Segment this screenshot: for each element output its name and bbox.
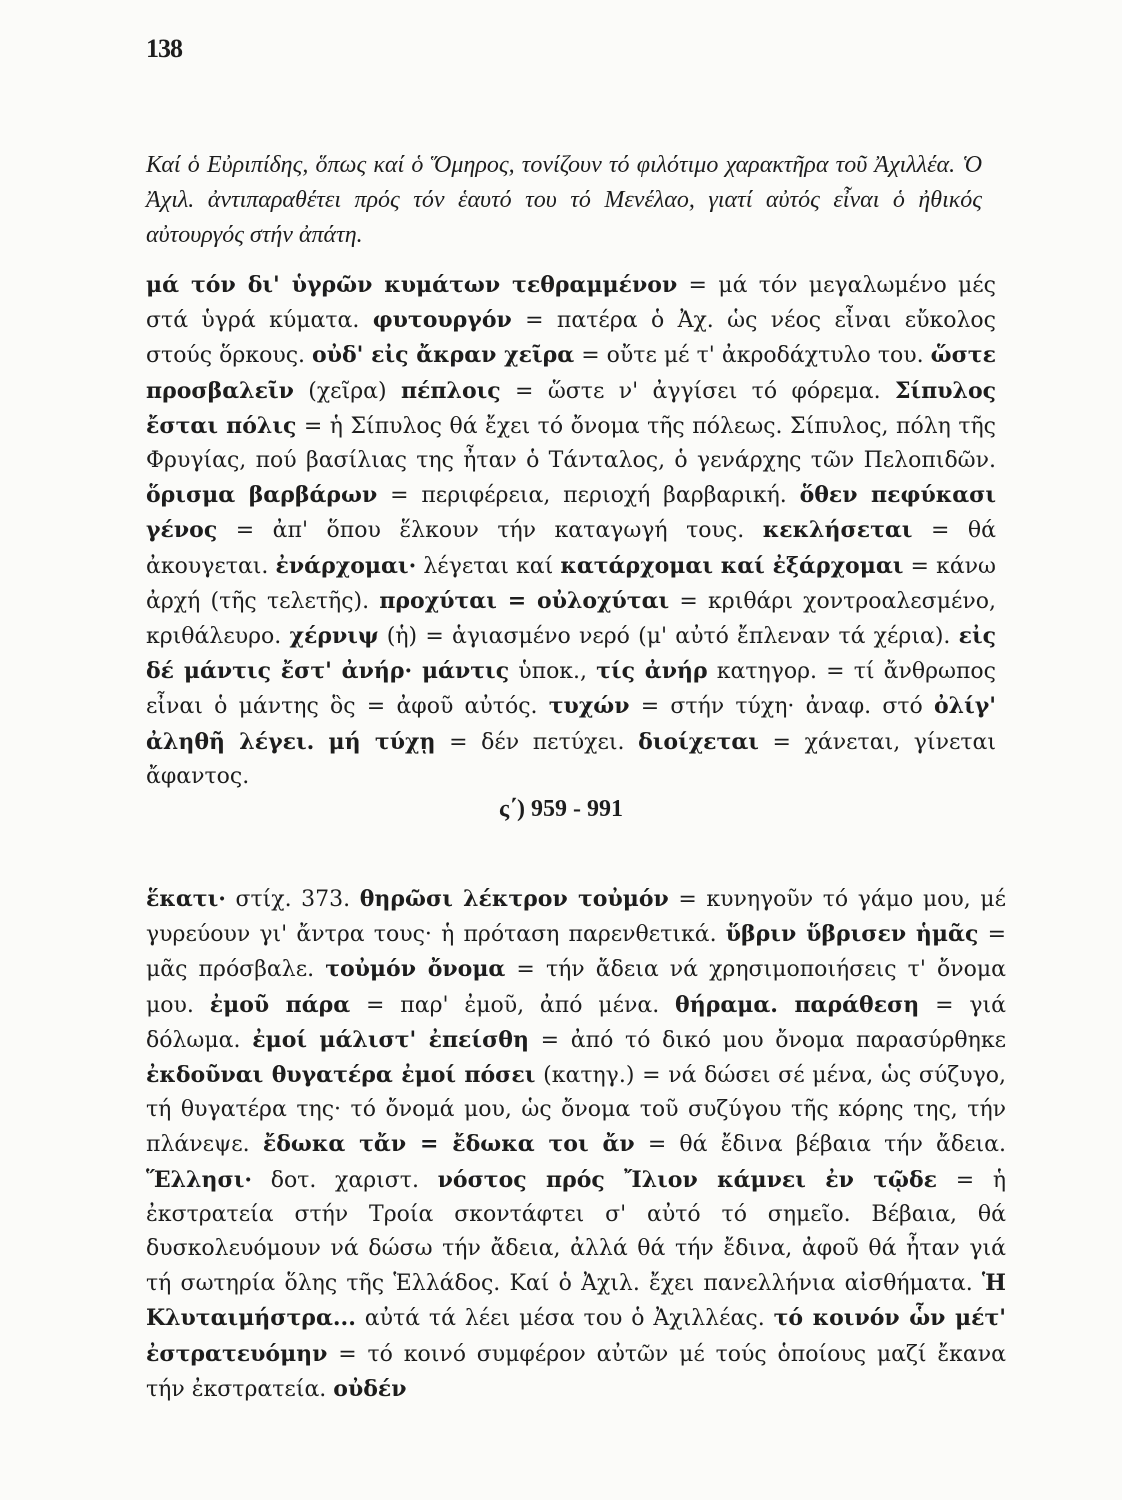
- gloss-text: = ἡ Σίπυλος θά ἔχει τό ὄνομα τῆς πόλεως. Σίπυλος, πόλη τῆς Φρυγίας, πού βασίλιας της ἦταν ὁ Τάνταλος, ὁ γενάρχης τῶν Πελοπιδῶν.: [146, 413, 997, 474]
- lemma-term: εἰς δέ μάντις ἔστ' ἀνήρ· μάντις: [146, 623, 997, 685]
- lemma-term: φυτουργόν: [372, 307, 512, 334]
- intro-paragraph: Καί ὁ Εὐριπίδης, ὅπως καί ὁ Ὅμηρος, τονίζουν τό φιλότιμο χαρακτῆρα τοῦ Ἀχιλλέα. Ὁ Ἀχιλ. ἀντιπαραθέτει πρός τόν ἑαυτό του τό Μενέλαο, γιατί αὐτός εἶναι ὁ ἠθικός αὐτουργός στήν ἀπάτη.: [146, 152, 982, 248]
- gloss-text: = τήν ἄδεια νά χρησιμοποιήσεις τ' ὄνομα μου.: [146, 957, 1006, 1018]
- gloss-text: λέγεται καί: [416, 553, 561, 579]
- lemma-term: ἐμοῦ πάρα: [209, 991, 351, 1018]
- lemma-term: ὀλίγ' ἀληθῆ λέγει. μή τύχῃ: [146, 693, 997, 755]
- lemma-term: κεκλήσεται: [762, 517, 913, 544]
- lemma-term: ἔδωκα τἄν = ἔδωκα τοι ἄν: [262, 1131, 635, 1158]
- lemma-term: θηρῶσι λέκτρον τοὐμόν: [359, 886, 669, 912]
- gloss-text: = ἀπ' ὅπου ἕλκουν τήν καταγωγή τους.: [217, 518, 763, 544]
- gloss-text: αὐτά τά λέει μέσα του ὁ Ἀχιλλέας.: [355, 1306, 774, 1332]
- gloss-text: στίχ. 373.: [225, 887, 360, 912]
- lemma-term: ὥστε προσβαλεῖν: [146, 342, 996, 404]
- lemma-term: μά τόν δι' ὑγρῶν κυμάτων τεθραμμένον: [146, 272, 678, 298]
- lemma-term: προχύται = οὐλοχύται: [379, 587, 670, 614]
- commentary-block-1: [146, 268, 996, 794]
- gloss-text: = τό κοινό συμφέρον αὐτῶν μέ τούς ὁποίους μαζί ἔκανα τήν ἐκστρατεία.: [146, 1341, 1006, 1402]
- lemma-term: θήραμα. παράθεση: [675, 991, 920, 1018]
- gloss-text: = γιά δόλωμα.: [146, 992, 1007, 1053]
- lemma-term: τοὐμόν ὄνομα: [325, 956, 506, 983]
- lemma-term: νόστος πρός Ἴλιον κάμνει ἐν τῷδε: [437, 1166, 938, 1193]
- gloss-text: ὑποκ.,: [509, 659, 597, 685]
- lemma-term: οὐδ' εἰς ἄκραν χεῖρα: [312, 342, 575, 369]
- gloss-text: = περιφέρεια, περιοχή βαρβαρική.: [377, 483, 800, 509]
- gloss-text: = οὔτε μέ τ' ἀκροδάχτυλο του.: [574, 343, 931, 369]
- gloss-text: κατηγορ. = τί ἄνθρωπος εἶναι ὁ μάντης ὃς = ἀφοῦ αὐτός.: [146, 659, 996, 720]
- page-number: 138: [146, 34, 182, 63]
- gloss-text: = χάνεται, γίνεται ἄφαντος.: [146, 729, 996, 789]
- gloss-text: = θά ἀκουγεται.: [146, 518, 996, 579]
- gloss-text: = δέν πετύχει.: [435, 729, 639, 755]
- lemma-term: ὅθεν πεφύκασι γένος: [146, 482, 996, 544]
- lemma-term: τίς ἀνήρ: [596, 658, 708, 685]
- lemma-term: κατάρχομαι καί ἐξάρχομαι: [560, 552, 904, 579]
- lemma-term: οὐδέν: [333, 1375, 407, 1402]
- gloss-text: = πατέρα ὁ Ἀχ. ὡς νέος εἶναι εὔκολος στούς ὅρκους.: [146, 308, 996, 369]
- lemma-term: διοίχεται: [638, 728, 759, 755]
- commentary-block-2: [146, 882, 1006, 1407]
- gloss-text: = μά τόν μεγαλωμένο μές στά ὑγρά κύματα.: [146, 273, 997, 334]
- gloss-text: = ὥστε ν' ἀγγίσει τό φόρεμα.: [500, 378, 895, 404]
- lemma-term: τό κοινόν ὧν μέτ' ἐστρατευόμην: [146, 1305, 1006, 1367]
- lemma-term: ἐμοί μάλιστ' ἐπείσθη: [252, 1026, 529, 1053]
- lemma-term: ἕκατι·: [146, 886, 226, 912]
- gloss-text: δοτ. χαριστ.: [252, 1167, 438, 1193]
- lemma-term: ἐκδοῦναι θυγατέρα ἐμοί πόσει: [146, 1062, 536, 1089]
- gloss-text: = στήν τύχη· ἀναφ. στό: [629, 694, 934, 720]
- lemma-term: ἐνάρχομαι·: [275, 552, 417, 579]
- gloss-text: (χεῖρα): [293, 378, 401, 404]
- lemma-term: ὕβριν ὕβρισεν ἡμᾶς: [725, 921, 979, 948]
- lemma-term: ὅρισμα βαρβάρων: [146, 482, 378, 509]
- gloss-text: = θά ἔδινα βέβαια τήν ἄδεια.: [634, 1132, 1007, 1158]
- gloss-text: (ἡ) = ἁγιασμένο νερό (μ' αὐτό ἔπλεναν τά χέρια).: [378, 624, 959, 650]
- lemma-term: Ἡ Κλυταιμήστρα...: [146, 1270, 1006, 1332]
- lemma-term: πέπλοις: [400, 377, 501, 404]
- gloss-text: = ἡ ἐκστρατεία στήν Τροία σκοντάφτει σ' αὐτό τό σημεῖο. Βέβαια, θά δυσκολευόμουν νά δώσω τήν ἄδεια, ἀλλά θά τήν ἔδινα, ἀφοῦ θά ἦταν γιά τή σωτηρία ὅλης τῆς Ἑλλάδος. Καί ὁ Ἀχιλ. ἔχει πανελλήνια αἰσθήματα.: [146, 1167, 1007, 1297]
- lemma-term: χέρνιψ: [289, 623, 379, 650]
- gloss-text: = κριθάρι χοντροαλεσμένο, κριθάλευρο.: [146, 588, 996, 650]
- gloss-text: = κάνω ἀρχή (τῆς τελετῆς).: [146, 553, 996, 614]
- gloss-text: (κατηγ.) = νά δώσει σέ μένα, ὡς σύζυγο, τή θυγατέρα της· τό ὄνομά μου, ὡς ὄνομα τοῦ συζύγου τῆς κόρης της, τήν πλάνεψε.: [146, 1063, 1007, 1158]
- lemma-term: τυχών: [548, 693, 630, 720]
- gloss-text: = παρ' ἐμοῦ, ἀπό μένα.: [350, 992, 676, 1018]
- lemma-term: Ἕλλησι·: [146, 1166, 253, 1193]
- gloss-text: = κυνηγοῦν τό γάμο μου, μέ γυρεύουν γι' ἄντρα τους· ἡ πρόταση παρενθετικά.: [146, 887, 1006, 948]
- gloss-text: = ἀπό τό δικό μου ὄνομα παρασύρθηκε: [528, 1027, 1006, 1053]
- gloss-text: = μᾶς πρόσβαλε.: [146, 922, 1007, 983]
- section-heading: ς΄) 959 - 991: [498, 796, 624, 822]
- lemma-term: Σίπυλος ἔσται πόλις: [146, 377, 997, 439]
